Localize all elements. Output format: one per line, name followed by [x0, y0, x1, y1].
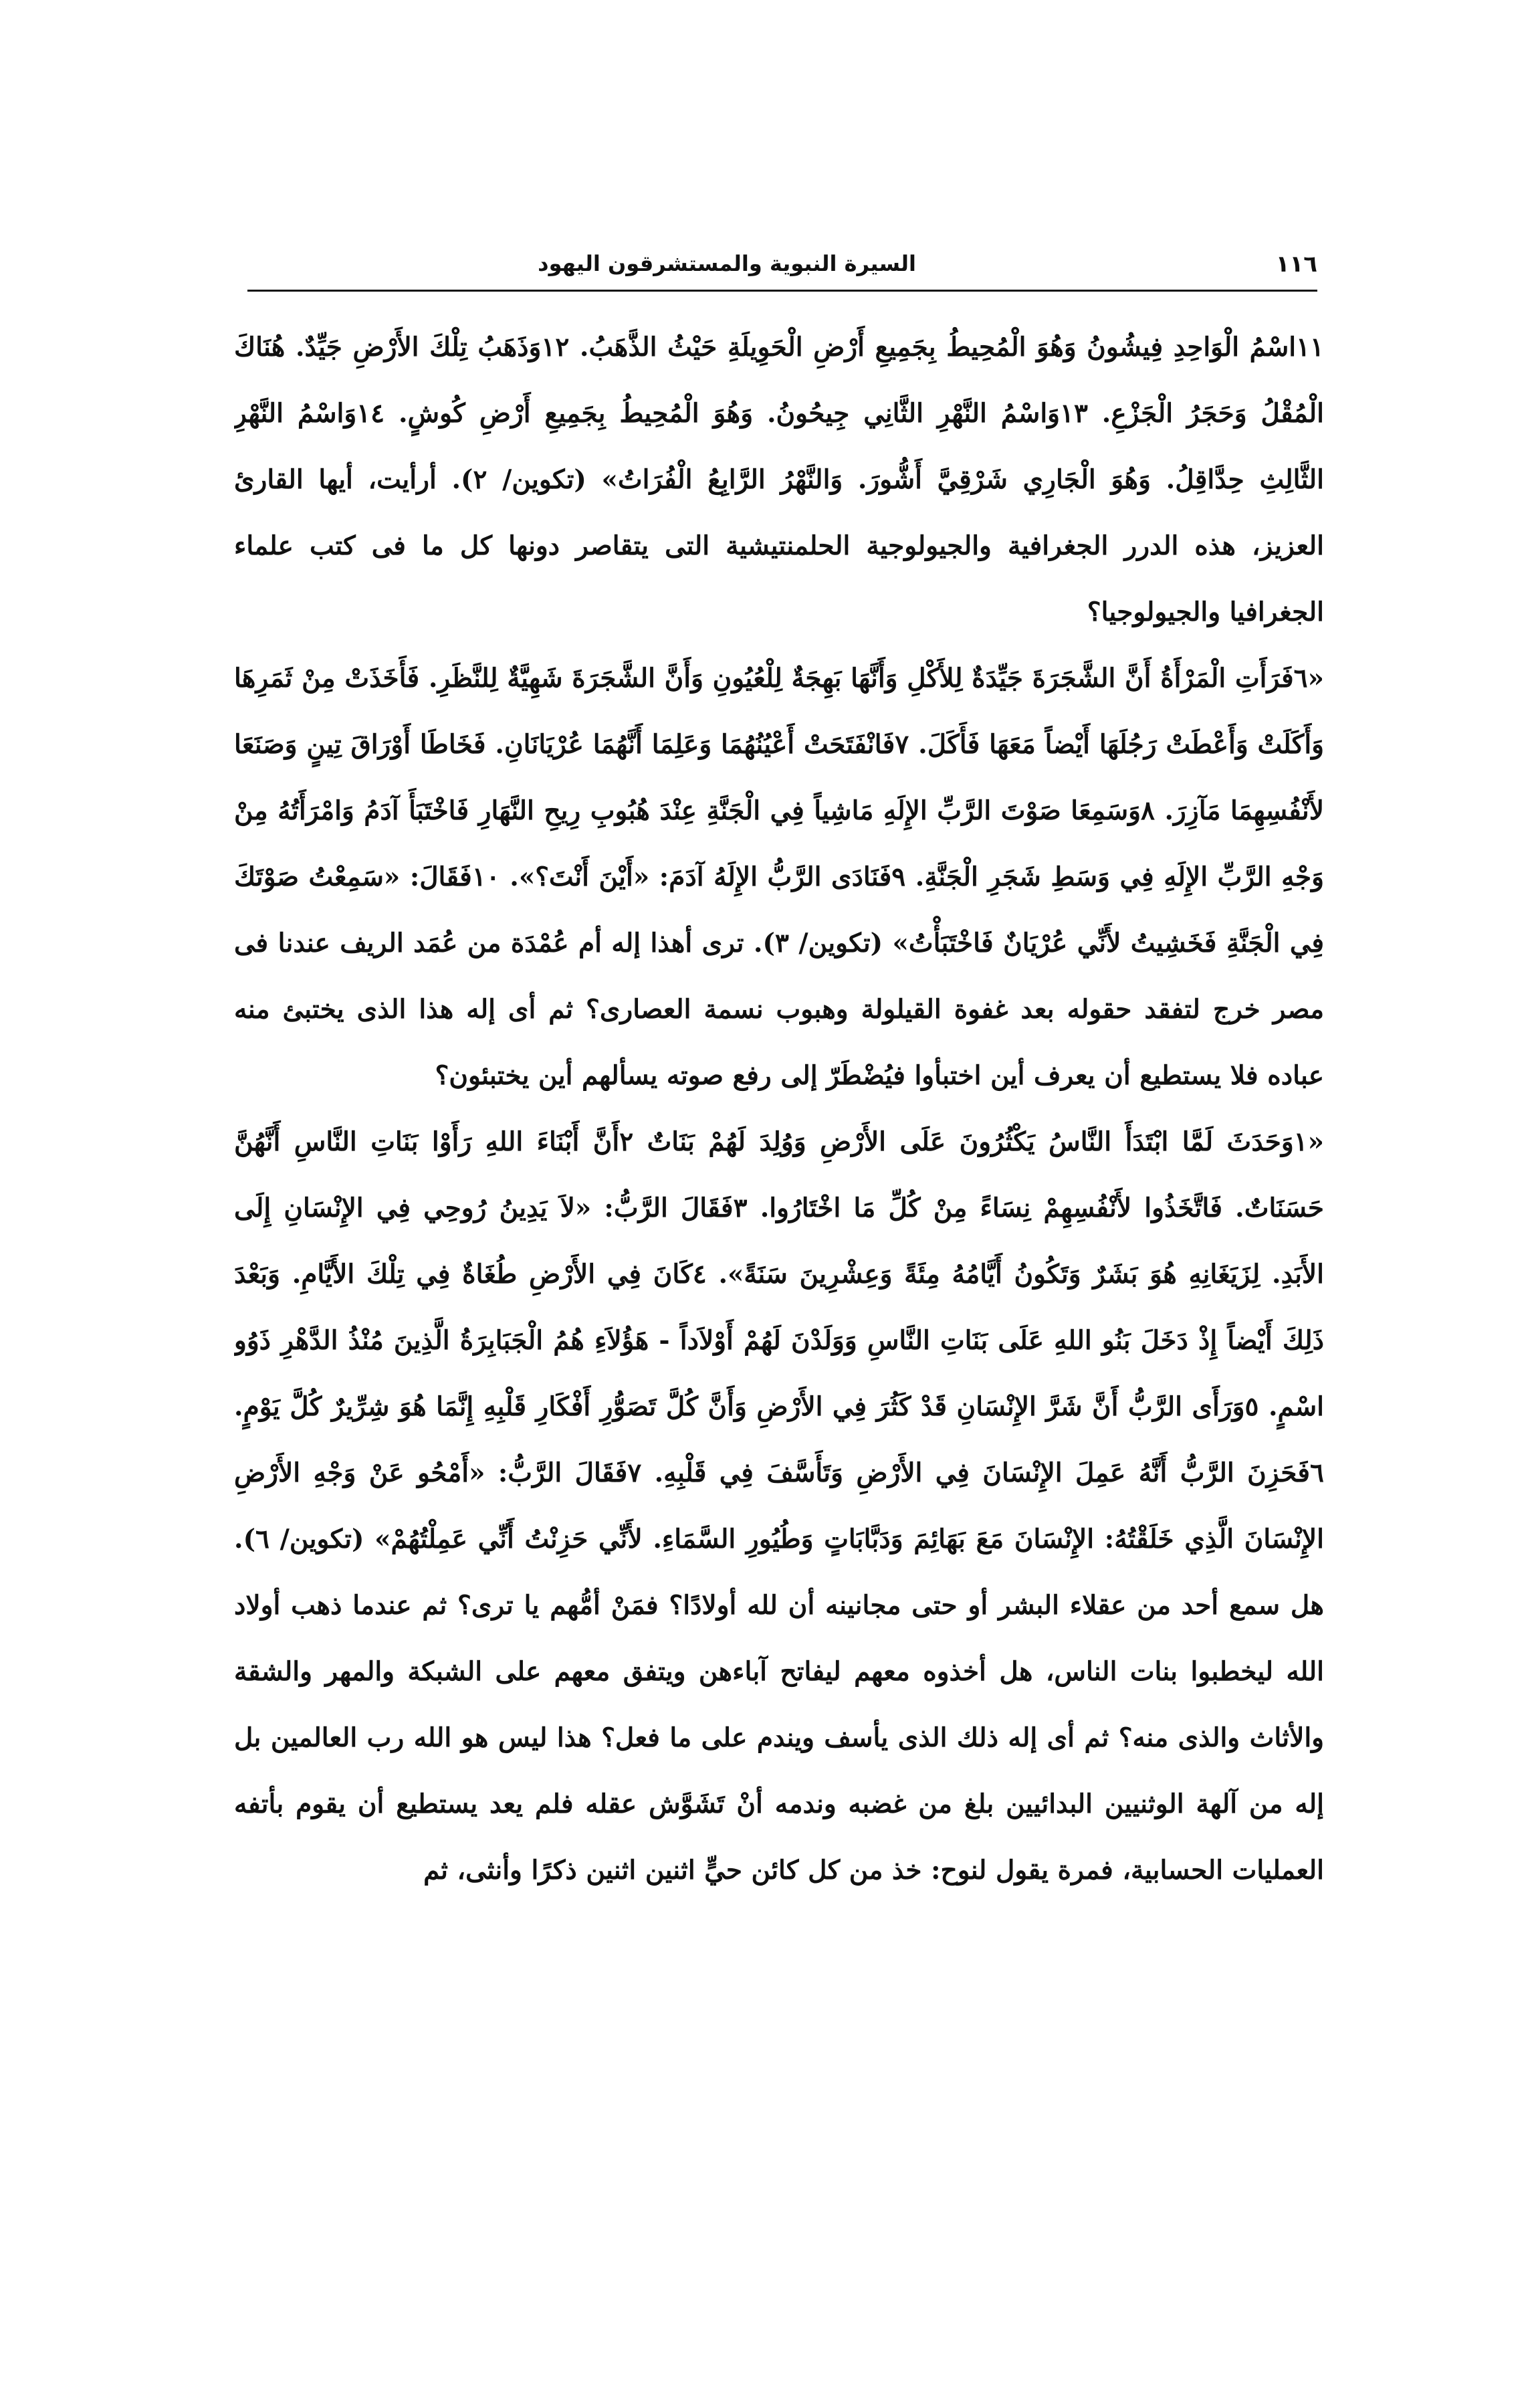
body-text: [234, 314, 1324, 2214]
paragraph-adam-and-eve: «٦فَرَأَتِ الْمَرْأَةُ أَنَّ الشَّجَرَةَ جَيِّدَةٌ لِلأَكْلِ وَأَنَّهَا بَهِجَةٌ لِلْعُيُونِ وَأَنَّ الشَّجَرَةَ شَهِيَّةٌ لِلنَّظَرِ. فَأَخَذَتْ مِنْ ثَمَرِهَا وَأَكَلَتْ وَأَعْطَتْ رَجُلَهَا أَيْضاً مَعَهَا فَأَكَلَ. ٧فَانْفَتَحَتْ أَعْيُنُهُمَا وَعَلِمَا أَنَّهُمَا عُرْيَانَانِ. فَخَاطَا أَوْرَاقَ تِينٍ وَصَنَعَا لأَنْفُسِهِمَا مَآزِرَ. ٨وَسَمِعَا صَوْتَ الرَّبِّ الإِلَهِ مَاشِياً فِي الْجَنَّةِ عِنْدَ هُبُوبِ رِيحِ النَّهَارِ فَاخْتَبَأَ آدَمُ وَامْرَأَتُهُ مِنْ وَجْهِ الرَّبِّ الإِلَهِ فِي وَسَطِ شَجَرِ الْجَنَّةِ. ٩فَنَادَى الرَّبُّ الإِلَهُ آدَمَ: «أَيْنَ أَنْتَ؟». ١٠فَقَالَ: «سَمِعْتُ صَوْتَكَ فِي الْجَنَّةِ فَخَشِيتُ لأَنِّي عُرْيَانٌ فَاخْتَبَأْتُ» (تكوين/ ٣). ترى أهذا إله أم عُمْدَة من عُمَد الريف عندنا فى مصر خرج لتفقد حقوله بعد غفوة القيلولة وهبوب نسمة العصارى؟ ثم أى إله هذا الذى يختبئ منه عباده فلا يستطيع أن يعرف أين اختبأوا فيُضْطَرّ إلى رفع صوته يسألهم أين يختبئون؟: [234, 663, 1324, 1091]
book-title: السيرة النبوية والمستشرقون اليهود: [538, 251, 916, 276]
header-divider: [247, 290, 1317, 292]
page-number: ١١٦: [1275, 251, 1317, 278]
paragraph-sons-of-god: «١وَحَدَثَ لَمَّا ابْتَدَأَ النَّاسُ يَكْثُرُونَ عَلَى الأَرْضِ وَوُلِدَ لَهُمْ بَنَاتٌ ٢أَنَّ أَبْنَاءَ اللهِ رَأَوْا بَنَاتِ النَّاسِ أَنَّهُنَّ حَسَنَاتٌ. فَاتَّخَذُوا لأَنْفُسِهِمْ نِسَاءً مِنْ كُلِّ مَا اخْتَارُوا. ٣فَقَالَ الرَّبُّ: «لاَ يَدِينُ رُوحِي فِي الإِنْسَانِ إِلَى الأَبَدِ. لِزَيَغَانِهِ هُوَ بَشَرٌ وَتَكُونُ أَيَّامُهُ مِئَةً وَعِشْرِينَ سَنَةً». ٤كَانَ فِي الأَرْضِ طُغَاةٌ فِي تِلْكَ الأَيَّامِ. وَبَعْدَ ذَلِكَ أَيْضاً إِذْ دَخَلَ بَنُو اللهِ عَلَى بَنَاتِ النَّاسِ وَوَلَدْنَ لَهُمْ أَوْلاَداً - هَؤُلاَءِ هُمُ الْجَبَابِرَةُ الَّذِينَ مُنْذُ الدَّهْرِ ذَوُو اسْمٍ. ٥وَرَأَى الرَّبُّ أَنَّ شَرَّ الإِنْسَانِ قَدْ كَثُرَ فِي الأَرْضِ وَأَنَّ كُلَّ تَصَوُّرِ أَفْكَارِ قَلْبِهِ إِنَّمَا هُوَ شِرِّيرٌ كُلَّ يَوْمٍ. ٦فَحَزِنَ الرَّبُّ أَنَّهُ عَمِلَ الإِنْسَانَ فِي الأَرْضِ وَتَأَسَّفَ فِي قَلْبِهِ. ٧فَقَالَ الرَّبُّ: «أَمْحُو عَنْ وَجْهِ الأَرْضِ الإِنْسَانَ الَّذِي خَلَقْتُهُ: الإِنْسَانَ مَعَ بَهَائِمَ وَدَبَّابَاتٍ وَطُيُورِ السَّمَاءِ. لأَنِّي حَزِنْتُ أَنِّي عَمِلْتُهُمْ» (تكوين/ ٦). هل سمع أحد من عقلاء البشر أو حتى مجانينه أن لله أولادًا؟ فمَنْ أمُّهم يا ترى؟ ثم عندما ذهب أولاد الله ليخطبوا بنات الناس، هل أخذوه معهم ليفاتح آباءهن ويتفق معهم على الشبكة والمهر والشقة والأثاث والذى منه؟ ثم أى إله ذلك الذى يأسف ويندم على ما فعل؟ هذا ليس هو الله رب العالمين بل إله من آلهة الوثنيين البدائيين بلغ من غضبه وندمه أنْ تَشَوَّش عقله فلم يعد يستطيع أن يقوم بأتفه العمليات الحسابية، فمرة يقول لنوح: خذ من كل كائن حيٍّ اثنين اثنين ذكرًا وأنثى، ثم: [234, 1126, 1324, 1886]
paragraph-rivers-of-eden: ١١اسْمُ الْوَاحِدِ فِيشُونُ وَهُوَ الْمُحِيطُ بِجَمِيعِ أَرْضِ الْحَوِيلَةِ حَيْثُ الذَّهَبُ. ١٢وَذَهَبُ تِلْكَ الأَرْضِ جَيِّدٌ. هُنَاكَ الْمُقْلُ وَحَجَرُ الْجَزْعِ. ١٣وَاسْمُ النَّهْرِ الثَّانِي جِيحُونُ. وَهُوَ الْمُحِيطُ بِجَمِيعِ أَرْضِ كُوشٍ. ١٤وَاسْمُ النَّهْرِ الثَّالِثِ حِدَّاقِلُ. وَهُوَ الْجَارِي شَرْقِيَّ أَشُّورَ. وَالنَّهْرُ الرَّابِعُ الْفُرَاتُ» (تكوين/ ٢). أرأيت، أيها القارئ العزيز، هذه الدرر الجغرافية والجيولوجية الحلمنتيشية التى يتقاصر دونها كل ما فى كتب علماء الجغرافيا والجيولوجيا؟: [234, 332, 1324, 627]
running-header: [247, 251, 1317, 291]
